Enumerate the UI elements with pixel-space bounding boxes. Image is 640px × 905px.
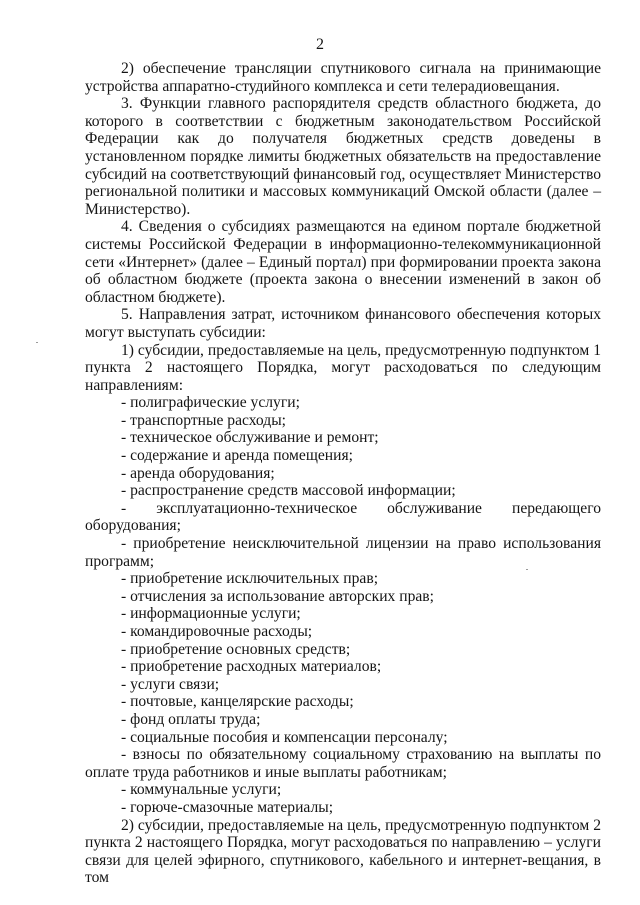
list-item: - приобретение расходных материалов; <box>121 658 382 676</box>
scan-speck <box>36 342 38 343</box>
document-body <box>85 60 601 887</box>
list-item: - полиграфические услуги; <box>121 394 300 412</box>
scan-speck <box>526 569 528 570</box>
list-item: - транспортные расходы; <box>121 411 286 429</box>
list-item: - техническое обслуживание и ремонт; <box>121 429 379 447</box>
list-item: - отчисления за использование авторских прав; <box>121 587 434 605</box>
list-item: - социальные пособия и компенсации персоналу; <box>121 728 448 746</box>
list-item: - услуги связи; <box>121 675 220 693</box>
list-item: - информационные услуги; <box>121 605 301 623</box>
list-item: - почтовые, канцелярские расходы; <box>121 693 354 711</box>
paragraph-5: 5. Направления затрат, источником финансового обеспечения которых могут выступать субсидии: <box>85 306 601 341</box>
list-item: - приобретение неисключительной лицензии на право использования программ; <box>85 535 601 570</box>
list-item: - приобретение основных средств; <box>121 640 351 658</box>
list-item: - фонд оплаты труда; <box>121 710 261 728</box>
list-item: - эксплуатационно-техническое обслуживание передающего оборудования; <box>85 499 601 535</box>
list-item: - аренда оборудования; <box>121 464 275 482</box>
page-number: 2 <box>316 36 324 53</box>
paragraph-3: 3. Функции главного распорядителя средств областного бюджета, до которого в соответствии с бюджетным законодательством Российской Федерации как до получателя бюджетных средств доведены в установленном порядке лимиты бюджетных обязательств на предоставление субсидий на соответствующий финансовый год, осуществляет Министерство региональной политики и массовых коммуникаций Омской области (далее – Министерство). <box>85 95 601 218</box>
list-item: - распространение средств массовой информации; <box>121 482 456 500</box>
list-item: - содержание и аренда помещения; <box>121 447 353 465</box>
list-item: - горюче-смазочные материалы; <box>121 798 334 816</box>
list-item: - командировочные расходы; <box>121 623 313 640</box>
list-item: - взносы по обязательному социальному страхованию на выплаты по оплате труда работников и иные выплаты работникам; <box>85 746 601 781</box>
paragraph-5-2: 2) субсидии, предоставляемые на цель, предусмотренную подпунктом 2 пункта 2 настоящего Порядка, могут расходоваться по направлению – услуги связи для целей эфирного, спутникового, кабельного и интернет-вещания, в том <box>85 816 601 887</box>
paragraph-2-2: 2) обеспечение трансляции спутникового сигнала на принимающие устройства аппаратно-студийного комплекса и сети телерадиовещания. <box>85 60 601 95</box>
list-item: - приобретение исключительных прав; <box>121 570 379 588</box>
list-item: - коммунальные услуги; <box>121 781 282 799</box>
paragraph-4: 4. Сведения о субсидиях размещаются на едином портале бюджетной системы Российской Федерации в информационно-телекоммуникационной сети «Интернет» (далее – Единый портал) при формировании проекта закона об областном бюджете (проекта закона о внесении изменений в закон об областном бюджете). <box>85 218 601 306</box>
paragraph-5-1: 1) субсидии, предоставляемые на цель, предусмотренную подпунктом 1 пункта 2 настоящего Порядка, могут расходоваться по следующим направлениям: <box>85 341 601 394</box>
